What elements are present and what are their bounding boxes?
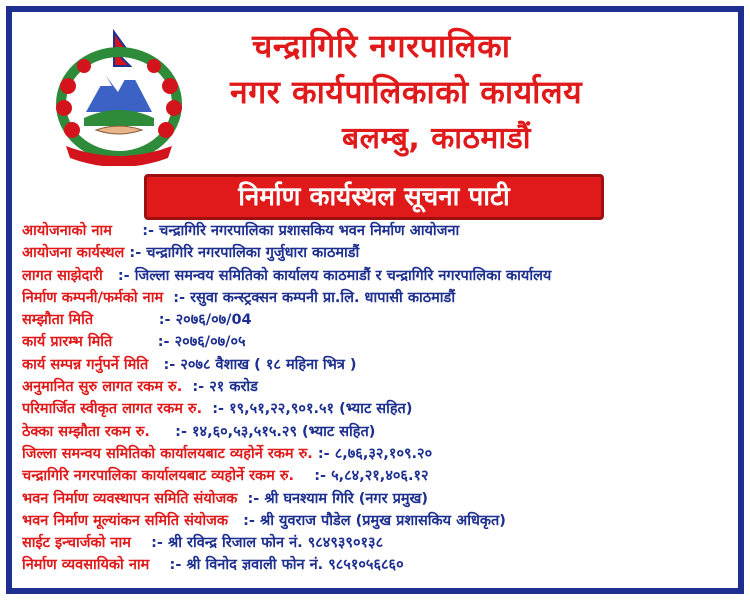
notice-board xyxy=(6,6,744,594)
info-row-separator: :- xyxy=(102,267,135,284)
info-row-value: १९,५१,२२,९०१.५१ (भ्याट सहित) xyxy=(229,401,413,418)
info-row-label: लागत साझेदारी xyxy=(22,267,103,284)
info-row-separator: :- xyxy=(149,557,187,574)
info-row-separator: :- xyxy=(202,401,230,418)
info-row-separator: :- xyxy=(149,423,193,440)
info-row xyxy=(22,398,728,420)
info-row-value: श्री विनोद ज्ञवाली फोन नं. ९८५१०५६८६० xyxy=(186,557,404,574)
info-row-value: श्री रविन्द्र रिजाल फोन नं. ९८४९३९०१३८ xyxy=(167,535,384,552)
info-row-label: जिल्ला समन्वय समितिको कार्यालयबाट व्यहोर्ने रकम रु. xyxy=(22,445,313,462)
info-row xyxy=(22,465,728,487)
info-row-value: जिल्ला समन्वय समितिको कार्यालय काठमाडौं र चन्द्रागिरि नगरपालिका कार्यालय xyxy=(134,267,552,284)
info-row xyxy=(22,220,728,242)
info-row-value: श्री घनश्याम गिरि (नगर प्रमुख) xyxy=(264,490,428,507)
office-name: नगर कार्यपालिकाको कार्यालय xyxy=(230,73,583,111)
info-row xyxy=(22,242,728,264)
info-row-label: कार्य प्रारम्भ मिति xyxy=(22,334,113,351)
info-row-separator: :- xyxy=(163,289,191,306)
info-row-label: निर्माण व्यवसायिको नाम xyxy=(22,557,150,574)
info-row-value: २१ करोड xyxy=(209,379,258,396)
info-row xyxy=(22,488,728,510)
nepal-emblem-icon xyxy=(44,26,194,166)
info-row-value: रसुवा कन्स्ट्रक्सन कम्पनी प्रा.लि. धापासी काठमाडौं xyxy=(190,289,456,306)
info-row-label: आयोजना कार्यस्थल xyxy=(22,245,125,262)
info-row xyxy=(22,265,728,287)
info-row-value: १४,६०,५३,५१५.२९ (भ्याट सहित) xyxy=(192,423,376,440)
info-row-label: आयोजनाको नाम xyxy=(22,223,112,239)
info-row-separator: :- xyxy=(227,512,260,529)
info-row-label: ठेक्का सम्झौता रकम रु. xyxy=(22,423,150,440)
office-location: बलम्बु, काठमाडौं xyxy=(342,121,531,156)
info-row-value: चन्द्रागिरि नगरपालिका गुर्जुधारा काठमाडौं xyxy=(146,245,360,262)
info-row-value: २०७६/०७/04 xyxy=(175,312,252,329)
info-row xyxy=(22,421,728,443)
info-row xyxy=(22,287,728,309)
info-row xyxy=(22,510,728,532)
info-row xyxy=(22,554,728,576)
info-row-separator: :- xyxy=(312,445,335,462)
info-row-separator: :- xyxy=(148,356,181,373)
info-row xyxy=(22,354,728,376)
info-row-separator: :- xyxy=(182,379,210,396)
header xyxy=(12,12,738,172)
info-row-label: निर्माण कम्पनी/फर्मको नाम xyxy=(22,289,164,306)
info-row-label: साईट इन्चार्जको नाम xyxy=(22,535,131,552)
info-row-separator: :- xyxy=(130,535,168,552)
info-row-separator: :- xyxy=(111,223,160,239)
info-row-value: श्री युवराज पौडेल (प्रमुख प्रशासकिय अधिकृत) xyxy=(259,512,506,529)
info-row xyxy=(22,443,728,465)
info-row-label: सम्झौता मिति xyxy=(22,312,94,329)
info-row-label: भवन निर्माण मूल्यांकन समिति संयोजक xyxy=(22,512,228,529)
info-row-value: २०७८ वैशाख ( १८ महिना भित्र ) xyxy=(180,356,357,373)
info-row-value: २०७६/०७/०५ xyxy=(174,334,246,351)
info-row-separator: :- xyxy=(124,245,147,262)
info-rows xyxy=(22,220,728,577)
info-row xyxy=(22,309,728,331)
info-row-value: चन्द्रागिरि नगरपालिका प्रशासकिय भवन निर्माण आयोजना xyxy=(159,223,460,239)
info-row-value: ५,८४,२१,४०६.१२ xyxy=(331,468,429,485)
info-row-label: अनुमानित सुरु लागत रकम रु. xyxy=(22,379,183,396)
info-row-label: भवन निर्माण व्यवस्थापन समिति संयोजक xyxy=(22,490,238,507)
info-row-separator: :- xyxy=(294,468,332,485)
info-row xyxy=(22,331,728,353)
info-row-separator: :- xyxy=(112,334,175,351)
notice-title-banner: निर्माण कार्यस्थल सूचना पाटी xyxy=(144,174,604,220)
info-row-label: परिमार्जित स्वीकृत लागत रकम रु. xyxy=(22,401,203,418)
info-row-separator: :- xyxy=(237,490,265,507)
info-row-label: चन्द्रागिरि नगरपालिका कार्यालयबाट व्यहोर्ने रकम रु. xyxy=(22,468,295,485)
info-row-label: कार्य सम्पन्न गर्नुपर्ने मिति xyxy=(22,356,149,373)
info-row xyxy=(22,376,728,398)
municipality-name: चन्द्रागिरि नगरपालिका xyxy=(252,27,511,65)
info-row-value: ८,७६,३२,१०९.२० xyxy=(334,445,433,462)
info-row-separator: :- xyxy=(93,312,176,329)
info-row xyxy=(22,532,728,554)
